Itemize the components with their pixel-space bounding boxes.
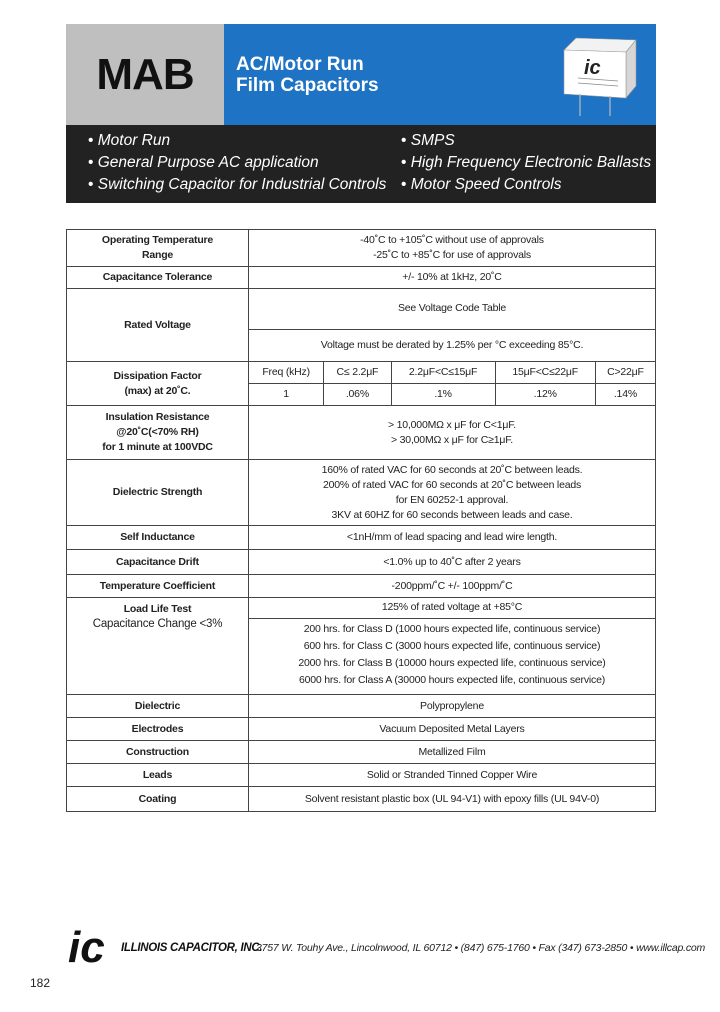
bullet-column-left (88, 130, 386, 196)
df-value: .12% (495, 384, 595, 406)
bullet-item: • Switching Capacitor for Industrial Controls (88, 174, 386, 196)
spec-label: Operating Temperature Range (67, 230, 249, 267)
capacitor-product-image (556, 28, 642, 118)
spec-label: Coating (67, 787, 249, 812)
logo-mark: ic (68, 923, 105, 966)
spec-value: Metallized Film (249, 741, 656, 764)
df-header: C>22μF (595, 362, 655, 384)
df-value: .06% (324, 384, 391, 406)
spec-label: Dissipation Factor (max) at 20˚C. (67, 362, 249, 406)
spec-value (249, 289, 656, 362)
spec-row-dielectric-strength (67, 460, 656, 526)
spec-label: Rated Voltage (67, 289, 249, 362)
bullet-item: • High Frequency Electronic Ballasts (401, 152, 651, 174)
series-code: MAB (96, 49, 194, 99)
spec-value: > 10,000MΩ x μF for C<1μF. > 30,00MΩ x μF for C≥1μF. (249, 406, 656, 460)
spec-row-leads (67, 764, 656, 787)
spec-value: -200ppm/˚C +/- 100ppm/˚C (249, 575, 656, 598)
spec-row-temp-coeff (67, 575, 656, 598)
spec-label: Electrodes (67, 718, 249, 741)
spec-label: Dielectric Strength (67, 460, 249, 526)
df-header: C≤ 2.2μF (324, 362, 391, 384)
spec-row-rated-voltage (67, 289, 656, 362)
illinois-capacitor-logo-icon (66, 918, 126, 966)
spec-label: Capacitance Tolerance (67, 267, 249, 289)
dissipation-subtable (249, 362, 656, 406)
spec-value: +/- 10% at 1kHz, 20˚C (249, 267, 656, 289)
bullet-item: • SMPS (401, 130, 651, 152)
spec-label: Self Inductance (67, 526, 249, 550)
spec-value: Vacuum Deposited Metal Layers (249, 718, 656, 741)
spec-row-dielectric (67, 695, 656, 718)
spec-label: Construction (67, 741, 249, 764)
spec-value: Polypropylene (249, 695, 656, 718)
spec-value: <1.0% up to 40˚C after 2 years (249, 550, 656, 575)
title-line-2: Film Capacitors (236, 75, 379, 96)
page-number: 182 (30, 976, 51, 990)
spec-value: <1nH/mm of lead spacing and lead wire length. (249, 526, 656, 550)
company-address: 3757 W. Touhy Ave., Lincolnwood, IL 60712 • (847) 675-1760 • Fax (347) 673-2850 • www.illcap.com (256, 942, 706, 954)
header (66, 24, 656, 125)
spec-row-op-temp (67, 230, 656, 267)
spec-row-cap-tol (67, 267, 656, 289)
rated-voltage-value: See Voltage Code Table (249, 289, 655, 329)
spec-row-electrodes (67, 718, 656, 741)
title-line-1: AC/Motor Run (236, 54, 364, 75)
spec-row-coating (67, 787, 656, 812)
spec-row-load-life (67, 598, 656, 695)
df-header: Freq (kHz) (249, 362, 324, 384)
spec-row-dissipation (67, 362, 656, 406)
application-bullets (66, 125, 656, 203)
footer (66, 918, 706, 968)
bullet-item: • Motor Speed Controls (401, 174, 651, 196)
spec-value: Solvent resistant plastic box (UL 94-V1) with epoxy fills (UL 94V-0) (249, 787, 656, 812)
derating-note: Voltage must be derated by 1.25% per °C exceeding 85°C. (249, 329, 655, 361)
load-life-classes: 200 hrs. for Class D (1000 hours expected life, continuous service) 600 hrs. for Class C (3000 hours expected life, continuous service) 2000 hrs. for Class B (10000 hours expected life, continuous service) 6000 hrs. for Class A (30000 hours expected life, continuous service) (298, 623, 606, 687)
df-header: 2.2μF<C≤15μF (391, 362, 495, 384)
series-code-box (66, 24, 224, 125)
spec-label: Temperature Coefficient (67, 575, 249, 598)
spec-row-self-inductance (67, 526, 656, 550)
df-value: .1% (391, 384, 495, 406)
spec-row-construction (67, 741, 656, 764)
spec-value (249, 598, 656, 695)
product-title (236, 54, 379, 96)
spec-label: Load Life Test Capacitance Change <3% (67, 598, 249, 695)
title-box (224, 24, 656, 125)
spec-value: -40˚C to +105˚C without use of approvals -25˚C to +85˚C for use of approvals (249, 230, 656, 267)
spec-label: Insulation Resistance @20˚C(<70% RH) for 1 minute at 100VDC (67, 406, 249, 460)
df-header: 15μF<C≤22μF (495, 362, 595, 384)
bullet-item: • Motor Run (88, 130, 386, 152)
df-value: .14% (595, 384, 655, 406)
specifications-table (66, 229, 656, 812)
spec-label: Leads (67, 764, 249, 787)
spec-label: Capacitance Drift (67, 550, 249, 575)
bullet-item: • General Purpose AC application (88, 152, 386, 174)
bullet-column-right (401, 130, 651, 196)
spec-value: Solid or Stranded Tinned Copper Wire (249, 764, 656, 787)
spec-row-insulation (67, 406, 656, 460)
load-life-condition: 125% of rated voltage at +85°C (249, 598, 655, 618)
product-logo: ic (584, 57, 601, 79)
company-name: ILLINOIS CAPACITOR, INC. (121, 942, 263, 954)
df-value: 1 (249, 384, 324, 406)
spec-label: Dielectric (67, 695, 249, 718)
spec-row-cap-drift (67, 550, 656, 575)
spec-value: 160% of rated VAC for 60 seconds at 20˚C between leads. 200% of rated VAC for 60 seconds at 20˚C between leads for EN 60252-1 approval. 3KV at 60HZ for 60 seconds between leads and case. (249, 460, 656, 526)
